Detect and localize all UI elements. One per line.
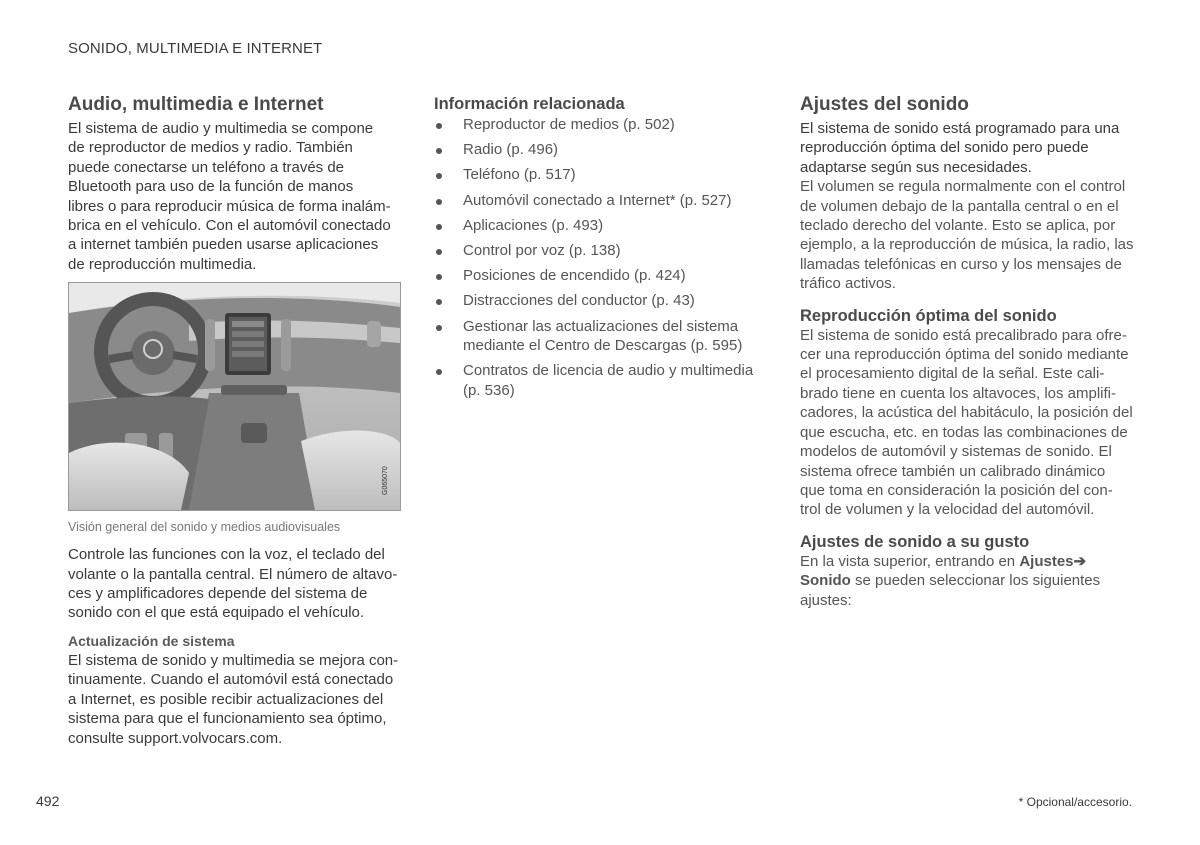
text-line: de reproductor de medios y radio. También <box>68 139 353 157</box>
text-line: El sistema de sonido y multimedia se mejora con- <box>68 651 399 669</box>
intro-paragraph <box>68 119 403 274</box>
text-line: sistema ofrece también un calibrado dinámico <box>800 462 1106 480</box>
text-line: El sistema de sonido está precalibrado para ofre- <box>800 326 1127 344</box>
text-line: ajustes: <box>800 591 852 609</box>
text-line: llamadas telefónicas en curso y los mensajes de <box>800 255 1122 273</box>
link-text[interactable]: Teléfono (p. 517) <box>463 166 576 184</box>
text-line: modelos de automóvil y sistemas de sonido. El <box>800 443 1112 461</box>
related-link-radio[interactable] <box>434 140 764 160</box>
link-text[interactable]: Contratos de licencia de audio y multimedia <box>463 362 754 380</box>
text-fragment: En la vista superior, entrando en <box>800 552 1020 570</box>
link-text[interactable]: Reproductor de medios (p. 502) <box>463 116 675 133</box>
arrow-right-icon: ➔ <box>1073 552 1087 570</box>
text-line: de volumen debajo de la pantalla central o en el <box>800 197 1119 215</box>
bullet-icon <box>436 199 442 205</box>
menu-path-sound: Sonido <box>800 572 851 590</box>
related-link-apps[interactable] <box>434 216 764 236</box>
subheading-system-update: Actualización de sistema <box>68 632 235 649</box>
related-link-connected-car[interactable] <box>434 191 764 211</box>
text-line: reproducción óptima del sonido pero puede <box>800 139 1089 157</box>
related-link-media-player[interactable] <box>434 115 764 135</box>
text-line: a internet también pueden usarse aplicaciones <box>68 236 379 254</box>
link-text[interactable]: Distracciones del conductor (p. 43) <box>463 292 695 310</box>
text-line: El sistema de audio y multimedia se compone <box>68 120 374 137</box>
text-line: volante o la pantalla central. El número de altavo- <box>68 565 398 583</box>
page-number: 492 <box>36 793 60 809</box>
text-line: cadores, la acústica del habitáculo, la posición del <box>800 404 1133 422</box>
bullet-icon <box>436 325 442 331</box>
link-text[interactable]: (p. 536) <box>463 381 515 399</box>
text-fragment: se pueden seleccionar los siguientes <box>850 572 1101 590</box>
text-line: teclado derecho del volante. Esto se aplica, por <box>800 217 1116 235</box>
related-link-system-updates[interactable] <box>434 317 764 356</box>
link-text[interactable]: Aplicaciones (p. 493) <box>463 216 604 234</box>
column-sound-settings <box>800 94 1135 610</box>
bullet-icon <box>436 123 442 129</box>
footnote: * Opcional/accesorio. <box>1018 795 1132 809</box>
section-heading-sound-settings: Ajustes del sonido <box>800 94 969 115</box>
optimal-paragraph <box>800 326 1135 520</box>
text-line: cer una reproducción óptima del sonido mediante <box>800 346 1129 364</box>
text-line: el procesamiento digital de la señal. Este cali- <box>800 365 1105 383</box>
related-link-driver-distraction[interactable] <box>434 291 764 311</box>
text-line: puede conectarse un teléfono a través de <box>68 158 345 176</box>
image-caption: Visión general del sonido y medios audiovisuales <box>68 520 341 535</box>
controls-paragraph <box>68 545 403 623</box>
text-line: brica en el vehículo. Con el automóvil conectado <box>68 217 391 235</box>
text-line: Bluetooth para uso de la función de manos <box>68 178 354 196</box>
text-line: trol de volumen y la velocidad del automóvil. <box>800 501 1095 519</box>
text-line: tráfico activos. <box>800 275 896 293</box>
link-text[interactable]: mediante el Centro de Descargas (p. 595) <box>463 337 743 354</box>
bullet-icon <box>436 274 442 280</box>
subheading-custom-sound: Ajustes de sonido a su gusto <box>800 532 1030 551</box>
volume-paragraph <box>800 177 1135 293</box>
bullet-icon <box>436 224 442 230</box>
link-text[interactable]: Control por voz (p. 138) <box>463 241 621 259</box>
text-line: brado tiene en cuenta los altavoces, los amplifi- <box>800 384 1117 402</box>
text-line: sonido con el que está equipado el vehículo. <box>68 604 365 622</box>
text-line: ces y amplificadores depende del sistema de <box>68 585 368 603</box>
text-line: El volumen se regula normalmente con el control <box>800 178 1126 196</box>
link-text[interactable]: Radio (p. 496) <box>463 141 559 159</box>
text-line: de reproducción multimedia. <box>68 255 257 273</box>
text-line <box>800 552 1135 571</box>
text-line: ejemplo, a la reproducción de música, la radio, las <box>800 236 1134 254</box>
text-line: que toma en consideración la posición del con- <box>800 481 1113 499</box>
text-line: libres o para reproducir música de forma inalám- <box>68 197 391 215</box>
related-link-license-agreements[interactable] <box>434 361 764 400</box>
bullet-icon <box>436 299 442 305</box>
section-heading-related: Información relacionada <box>434 95 625 113</box>
text-line: sistema para que el funcionamiento sea óptimo, <box>68 710 387 728</box>
bullet-icon <box>436 148 442 154</box>
text-line: consulte support.volvocars.com. <box>68 729 283 747</box>
image-code: G065070 <box>382 466 389 496</box>
related-link-voice-control[interactable] <box>434 241 764 261</box>
custom-paragraph <box>800 552 1135 610</box>
intro-paragraph <box>800 119 1135 177</box>
subheading-optimal-sound: Reproducción óptima del sonido <box>800 306 1057 325</box>
text-line <box>800 571 1135 590</box>
text-line: El sistema de sonido está programado para una <box>800 120 1120 137</box>
text-line: adaptarse según sus necesidades. <box>800 158 1032 176</box>
bullet-icon <box>436 249 442 255</box>
update-paragraph <box>68 651 403 748</box>
page-header-title: SONIDO, MULTIMEDIA E INTERNET <box>68 40 323 57</box>
related-link-phone[interactable] <box>434 165 764 185</box>
column-audio-multimedia <box>68 94 403 748</box>
menu-path-settings: Ajustes <box>1019 552 1074 570</box>
link-text[interactable]: Posiciones de encendido (p. 424) <box>463 267 686 285</box>
text-line: que escucha, etc. en todas las combinaciones de <box>800 423 1128 441</box>
text-line: a Internet, es posible recibir actualizaciones del <box>68 690 384 708</box>
related-links-list <box>434 115 764 400</box>
dashboard-illustration <box>69 283 400 510</box>
link-text[interactable]: Automóvil conectado a Internet* (p. 527) <box>463 191 732 209</box>
section-heading-audio: Audio, multimedia e Internet <box>68 94 324 115</box>
text-line: Controle las funciones con la voz, el teclado del <box>68 546 385 564</box>
car-interior-image <box>68 282 401 511</box>
bullet-icon <box>436 173 442 179</box>
related-link-ignition-positions[interactable] <box>434 266 764 286</box>
bullet-icon <box>436 369 442 375</box>
link-text[interactable]: Gestionar las actualizaciones del sistema <box>463 317 739 335</box>
text-line: tinuamente. Cuando el automóvil está conectado <box>68 671 394 689</box>
column-related-info <box>434 94 764 406</box>
